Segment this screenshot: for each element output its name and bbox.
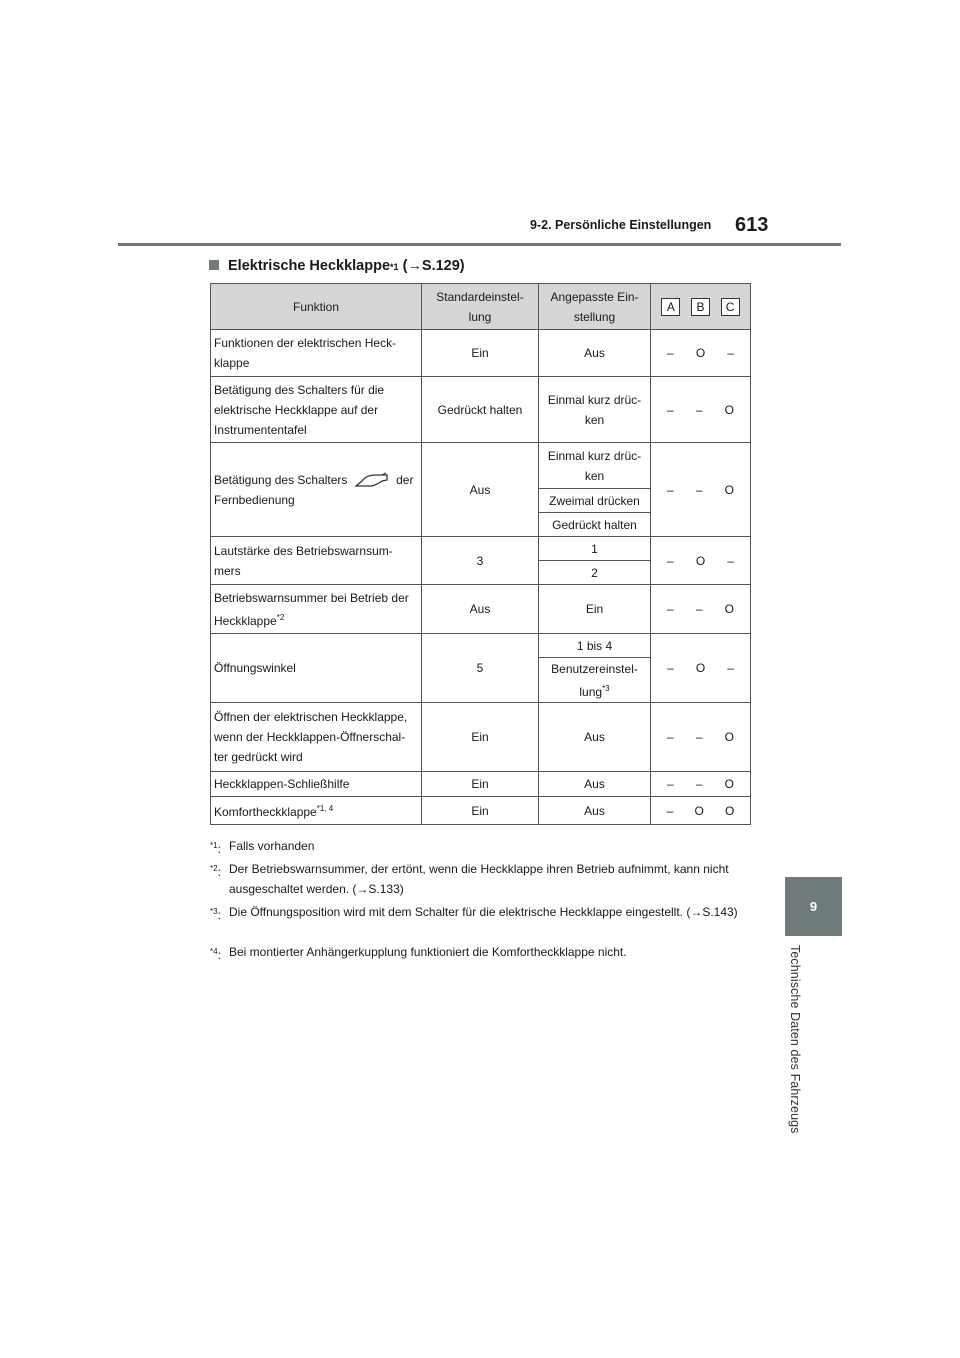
footnote-mark: *2 bbox=[210, 864, 218, 873]
cell-c: – bbox=[727, 661, 734, 675]
cell-angepasst: 1 bbox=[539, 537, 651, 561]
col-header-a: A bbox=[661, 298, 680, 316]
cell-abc bbox=[651, 772, 751, 797]
cell-c: O bbox=[724, 730, 734, 744]
cell-angepasst-text: Benutzereinstel-lung bbox=[551, 661, 638, 699]
cell-funktion-post: der Fernbedienung bbox=[214, 472, 414, 507]
chapter-tab[interactable] bbox=[785, 877, 842, 936]
cell-funktion bbox=[211, 443, 422, 537]
cell-standard: Ein bbox=[422, 797, 539, 825]
cell-a: – bbox=[667, 482, 674, 497]
footnote-text: Die Öffnungsposition wird mit dem Schalter für die elektrische Heckklappe eingestellt. (→S.143) bbox=[229, 905, 738, 919]
cell-angepasst: Ein bbox=[539, 585, 651, 634]
cell-b: O bbox=[695, 346, 706, 360]
footnote: $^{*1}$: Falls vorhanden bbox=[210, 836, 749, 856]
cell-funktion-sup: *1, 4 bbox=[316, 804, 334, 813]
footnote-text: Bei montierter Anhängerkupplung funktioniert die Komfortheckklappe nicht. bbox=[229, 945, 627, 959]
cell-abc bbox=[651, 443, 751, 537]
cell-angepasst: Gedrückt halten bbox=[539, 513, 651, 537]
cell-b: O bbox=[694, 803, 704, 818]
cell-angepasst bbox=[539, 658, 651, 703]
cell-a: – bbox=[667, 777, 674, 791]
cell-b: O bbox=[695, 553, 706, 568]
cell-c: O bbox=[724, 602, 734, 616]
footnote: $^{*4}$: Bei montierter Anhängerkupplung funktioniert die Komfortheckklappe nicht. bbox=[210, 942, 749, 962]
cell-angepasst: Zweimal drücken bbox=[539, 489, 651, 513]
cell-funktion bbox=[211, 797, 422, 825]
running-header-section: 9-2. Persönliche Einstellungen bbox=[530, 218, 712, 232]
table-row bbox=[211, 703, 751, 772]
cell-a: – bbox=[667, 553, 674, 568]
cell-b: – bbox=[695, 602, 703, 616]
cell-c: O bbox=[724, 402, 734, 417]
tailgate-remote-icon bbox=[354, 472, 390, 488]
cell-angepasst: Aus bbox=[539, 797, 651, 825]
table-row bbox=[211, 585, 751, 634]
cell-funktion: Funktionen der elektrischen Heck-klappe bbox=[211, 330, 422, 377]
cell-abc bbox=[651, 797, 751, 825]
cell-b: – bbox=[695, 402, 703, 417]
cell-c: – bbox=[727, 553, 734, 568]
table-row bbox=[211, 797, 751, 825]
cell-b: O bbox=[695, 661, 706, 675]
header-rule bbox=[118, 243, 841, 246]
chapter-number: 9 bbox=[809, 899, 818, 914]
cell-abc bbox=[651, 330, 751, 377]
cell-a: – bbox=[667, 602, 674, 616]
settings-table bbox=[210, 283, 751, 825]
table-row bbox=[211, 443, 751, 489]
cell-c: O bbox=[724, 482, 734, 497]
footnote: $^{*3}$: Die Öffnungsposition wird mit dem Schalter für die elektrische Heckklappe eingestellt. (→S.143) bbox=[210, 902, 749, 922]
cell-funktion bbox=[211, 585, 422, 634]
page-number: 613 bbox=[735, 214, 769, 236]
cell-abc bbox=[651, 703, 751, 772]
section-title-sup: *1 bbox=[390, 262, 399, 272]
cell-funktion-pre: Betätigung des Schalters bbox=[214, 472, 348, 487]
table-row bbox=[211, 377, 751, 443]
cell-standard: 3 bbox=[422, 537, 539, 585]
cell-a: – bbox=[667, 346, 674, 360]
cell-c: – bbox=[727, 346, 734, 360]
cell-angepasst-sup: *3 bbox=[602, 683, 610, 693]
cell-funktion: Öffnungswinkel bbox=[211, 634, 422, 703]
footnote: $^{*2}$: Der Betriebswarnsummer, der ertönt, wenn die Heckklappe ihren Betrieb aufnimmt, kann nicht ausgeschaltet werden. (→S.133) bbox=[210, 859, 749, 899]
cell-a: – bbox=[667, 402, 674, 417]
cell-funktion: Heckklappen-Schließhilfe bbox=[211, 772, 422, 797]
cell-angepasst: 1 bis 4 bbox=[539, 634, 651, 658]
footnote-text: Falls vorhanden bbox=[229, 839, 315, 853]
square-bullet-icon bbox=[209, 260, 219, 270]
cell-angepasst: 2 bbox=[539, 561, 651, 585]
cell-a: – bbox=[667, 730, 674, 744]
section-title bbox=[209, 258, 465, 274]
table-row bbox=[211, 537, 751, 561]
cell-standard: Ein bbox=[422, 330, 539, 377]
cell-angepasst: Einmal kurz drüc-ken bbox=[539, 377, 651, 443]
cell-a: – bbox=[666, 803, 674, 818]
section-ref: (→S.129) bbox=[402, 258, 465, 274]
cell-c: O bbox=[725, 803, 735, 818]
cell-abc bbox=[651, 634, 751, 703]
col-header-angepasst: Angepasste Ein-stellung bbox=[539, 284, 651, 330]
cell-c: O bbox=[724, 777, 734, 791]
cell-funktion: Öffnen der elektrischen Heckklappe, wenn der Heckklappen-Öffnerschal-ter gedrückt wird bbox=[211, 703, 422, 772]
table-row bbox=[211, 772, 751, 797]
footnote-mark: *1 bbox=[210, 841, 218, 850]
col-header-funktion: Funktion bbox=[211, 284, 422, 330]
col-header-abc bbox=[651, 284, 751, 330]
cell-funktion: Betätigung des Schalters für die elektrische Heckklappe auf der Instrumententafel bbox=[211, 377, 422, 443]
cell-standard: 5 bbox=[422, 634, 539, 703]
cell-funktion: Lautstärke des Betriebswarnsum-mers bbox=[211, 537, 422, 585]
cell-angepasst: Aus bbox=[539, 772, 651, 797]
cell-standard: Aus bbox=[422, 443, 539, 537]
table-row bbox=[211, 634, 751, 658]
cell-standard: Ein bbox=[422, 772, 539, 797]
table-header-row bbox=[211, 284, 751, 330]
cell-standard: Gedrückt halten bbox=[422, 377, 539, 443]
cell-angepasst: Aus bbox=[539, 703, 651, 772]
col-header-standard: Standardeinstel-lung bbox=[422, 284, 539, 330]
cell-b: – bbox=[695, 482, 703, 497]
cell-funktion-text: Betriebswarnsummer bei Betrieb der Heckklappe bbox=[214, 590, 409, 628]
chapter-label: Technische Daten des Fahrzeugs bbox=[788, 945, 802, 1134]
col-header-b: B bbox=[691, 298, 710, 316]
cell-a: – bbox=[667, 661, 674, 675]
cell-abc bbox=[651, 585, 751, 634]
cell-b: – bbox=[695, 777, 703, 791]
cell-funktion-text: Komfortheckklappe bbox=[214, 805, 317, 819]
footnote-text: Der Betriebswarnsummer, der ertönt, wenn die Heckklappe ihren Betrieb aufnimmt, kann nicht ausgeschaltet werden. (→S.133) bbox=[229, 862, 729, 896]
table-row bbox=[211, 330, 751, 377]
cell-abc bbox=[651, 537, 751, 585]
cell-standard: Ein bbox=[422, 703, 539, 772]
cell-funktion-sup: *2 bbox=[276, 612, 285, 622]
cell-angepasst: Einmal kurz drüc-ken bbox=[539, 443, 651, 489]
cell-angepasst: Aus bbox=[539, 330, 651, 377]
section-title-text: Elektrische Heckklappe bbox=[228, 258, 391, 274]
cell-standard: Aus bbox=[422, 585, 539, 634]
footnote-mark: *4 bbox=[210, 947, 218, 956]
cell-b: – bbox=[695, 730, 703, 744]
col-header-c: C bbox=[721, 298, 740, 316]
footnote-mark: *3 bbox=[210, 907, 218, 916]
cell-abc bbox=[651, 377, 751, 443]
